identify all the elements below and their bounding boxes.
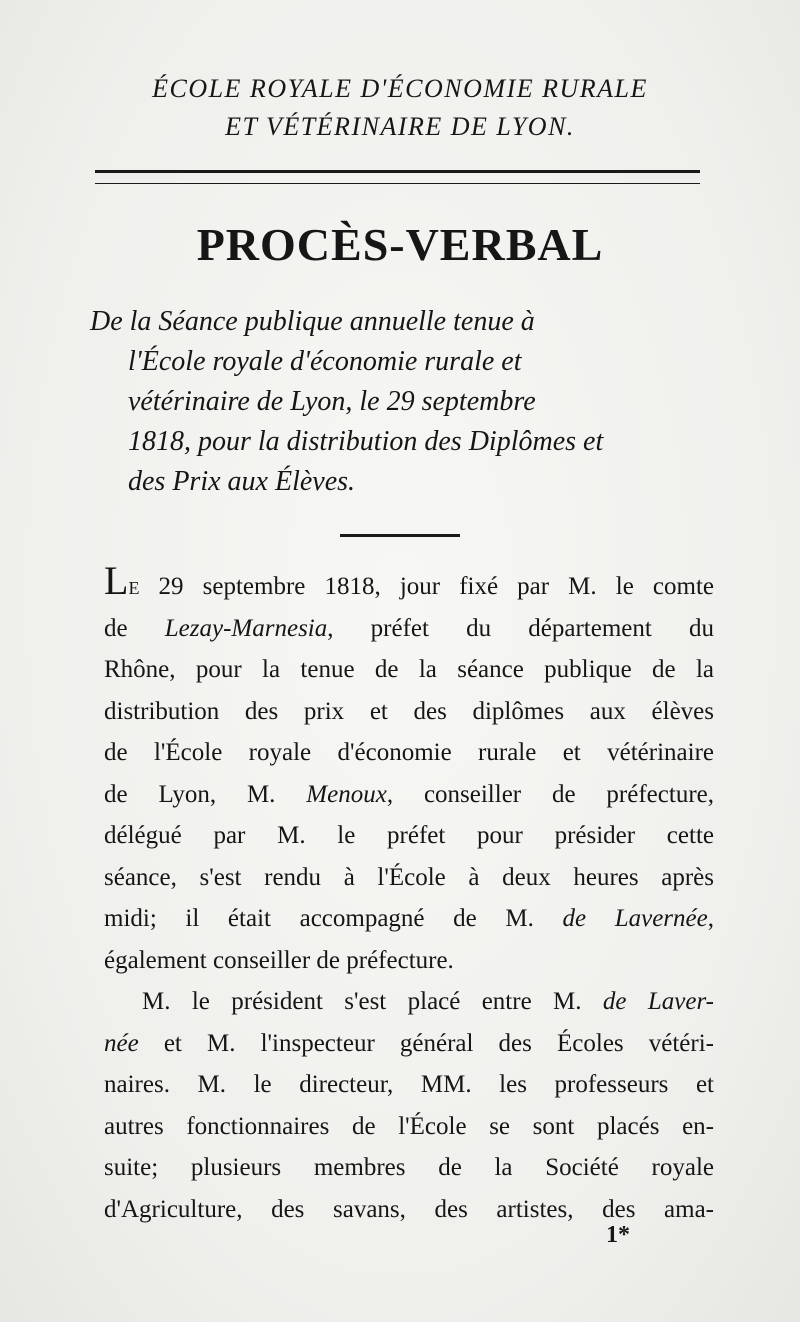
text-line	[104, 774, 714, 816]
text-line	[104, 560, 714, 608]
person-name: Menoux	[306, 780, 387, 808]
page-signature: 1*	[606, 1222, 630, 1248]
text-line	[104, 898, 714, 940]
text-fragment: midi; il était accompagné de M.	[104, 905, 563, 932]
text-line: naires. M. le directeur, MM. les professeurs et	[104, 1071, 714, 1098]
text-line: d'Agriculture, des savans, des artistes, des ama-	[104, 1195, 714, 1223]
paragraph-2	[104, 981, 714, 1230]
text-line	[104, 1023, 714, 1065]
text-fragment: , préfet du département du	[327, 614, 714, 642]
header-line-1: ÉCOLE ROYALE D'ÉCONOMIE RURALE	[152, 74, 648, 103]
drop-cap: L	[104, 558, 129, 603]
text-fragment: 29 septembre 1818, jour fixé par M. le comte	[139, 573, 714, 600]
person-name: de Lavernée	[562, 905, 708, 932]
header-line-2: ET VÉTÉRINAIRE DE LYON.	[225, 112, 575, 141]
text-line: séance, s'est rendu à l'École à deux heures après	[104, 863, 714, 891]
text-fragment: ,	[707, 905, 714, 932]
text-line: suite; plusieurs membres de la Société royale	[104, 1154, 714, 1181]
text-line	[104, 608, 714, 650]
text-line: Rhône, pour la tenue de la séance publique de la	[104, 656, 714, 683]
text-line: de l'École royale d'économie rurale et vétérinaire	[104, 739, 714, 766]
paragraph-1	[104, 560, 714, 981]
text-fragment: , conseiller de préfecture,	[386, 780, 714, 808]
person-name: Lezay-Marnesia	[164, 614, 328, 642]
subtitle-line-3: vétérinaire de Lyon, le 29 septembre	[128, 386, 536, 417]
body-text	[104, 560, 714, 1230]
text-fragment: de	[104, 614, 165, 642]
drop-cap-rest: e	[128, 573, 140, 600]
text-line: distribution des prix et des diplômes aux élèves	[104, 697, 714, 725]
text-line: délégué par M. le préfet pour présider cette	[104, 822, 714, 849]
subtitle-line-5: des Prix aux Élèves.	[128, 466, 356, 497]
text-fragment: et M. l'inspecteur général des Écoles vétéri-	[138, 1029, 714, 1057]
subtitle-line-1: De la Séance publique annuelle tenue à	[90, 306, 535, 337]
text-fragment: M. le président s'est placé entre M.	[142, 988, 603, 1015]
section-rule	[340, 534, 460, 537]
text-line: également conseiller de préfecture.	[104, 946, 454, 974]
subtitle-line-2: l'École royale d'économie rurale et	[128, 346, 522, 377]
text-line	[104, 981, 714, 1023]
subtitle-line-4: 1818, pour la distribution des Diplômes et	[128, 426, 604, 457]
text-fragment: de Lyon, M.	[104, 780, 307, 808]
header-double-rule	[95, 170, 700, 184]
page-title: PROCÈS-VERBAL	[196, 219, 604, 270]
text-line: autres fonctionnaires de l'École se sont placés en-	[104, 1112, 714, 1140]
person-name: née	[104, 1029, 139, 1057]
page-header	[90, 70, 710, 146]
person-name: de Laver-	[602, 988, 714, 1015]
subtitle	[90, 302, 710, 502]
